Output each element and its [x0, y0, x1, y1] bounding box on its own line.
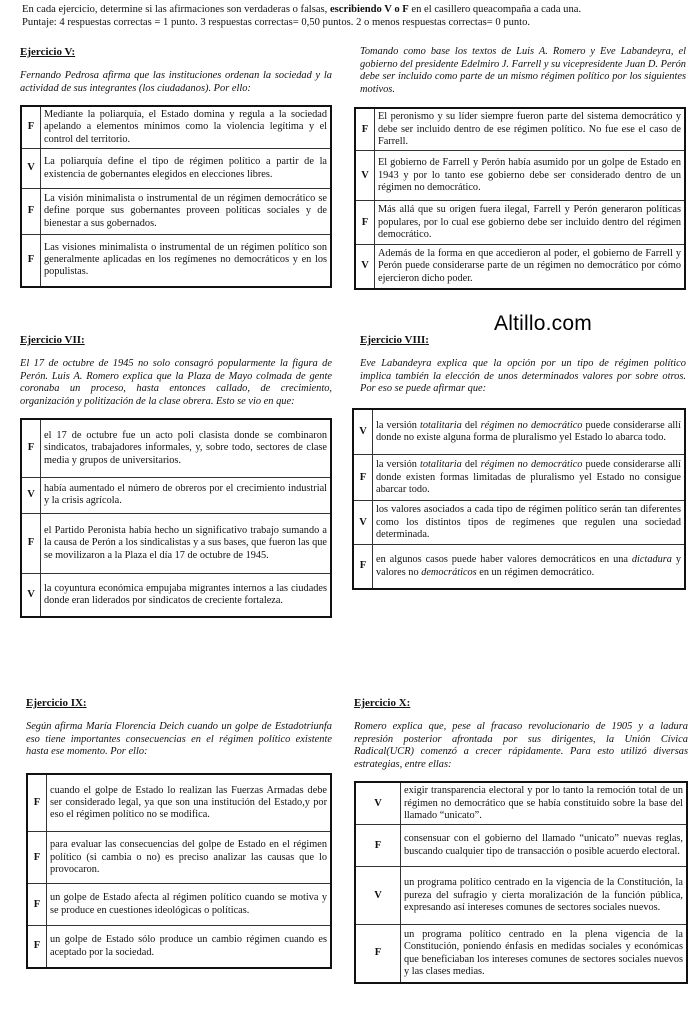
answer-cell[interactable]: F	[27, 832, 47, 884]
statement-cell: un golpe de Estado afecta al régimen político cuando se motiva y se produce en cuestiones ideológicas o políticas.	[47, 884, 332, 926]
statement-cell: los valores asociados a cada tipo de régimen político serán tan diferentes como los distintos tipos de regímenes que regulen una sociedad determinada.	[373, 501, 686, 545]
table-row	[355, 867, 687, 925]
answer-cell[interactable]: F	[21, 189, 41, 235]
answer-cell[interactable]: V	[355, 867, 401, 925]
answer-cell[interactable]: F	[355, 201, 375, 245]
answer-cell[interactable]: V	[21, 477, 41, 513]
exercise-6	[360, 46, 686, 290]
statement-cell: un golpe de Estado sólo produce un cambio régimen cuando es aceptado por la sociedad.	[47, 926, 332, 968]
table-row	[353, 455, 685, 501]
statement-cell: en algunos casos puede haber valores democráticos en una dictadura y valores no democráticos en un régimen democrático.	[373, 545, 686, 589]
table-row	[353, 501, 685, 545]
statement-cell: El peronismo y su líder siempre fueron parte del sistema democrático y debe ser incluido dentro de ese régimen político. No fue ese el caso de Farrell.	[375, 108, 686, 150]
table-row	[355, 782, 687, 824]
answer-table	[354, 781, 688, 983]
exercise-title: Ejercicio VII:	[20, 334, 85, 346]
emphasis-term: dictadura	[631, 554, 672, 566]
statement-cell: para evaluar las consecuencias del golpe de Estado en el régimen político (si cambia o no) es preciso analizar las causas que lo provocaron.	[47, 832, 332, 884]
exercise-title: Ejercicio X:	[354, 697, 411, 709]
statement-cell: Las visiones minimalista o instrumental de un régimen político son generalmente aplicadas en los regímenes no democráticos y en los populistas.	[41, 235, 332, 287]
statement-cell: Más allá que su origen fuera ilegal, Farrell y Perón generaron políticas populares, por lo cual ese gobierno debe ser incluido dentro del régimen democrático.	[375, 201, 686, 245]
exercise-5	[20, 46, 332, 288]
table-row	[27, 832, 331, 884]
answer-cell[interactable]: V	[21, 573, 41, 617]
exercise-title: Ejercicio VIII:	[360, 334, 429, 346]
instructions-text: En cada ejercicio, determine si las afirmaciones son verdaderas o falsas,	[22, 4, 330, 15]
table-row	[27, 774, 331, 832]
table-row	[355, 201, 685, 245]
statement-cell: un programa político centrado en la plena vigencia de la Constitución, poniendo énfasis en medidas sociales y económicas que beneficiaban los intereses comunes de sectores sociales nuevos y las clases medias.	[401, 925, 688, 983]
exercise-7	[20, 334, 332, 618]
statement-cell: el 17 de octubre fue un acto poli clasista donde se combinaron sindicatos, trabajadores informales, y, sobre todo, sectores de clase media y grupos de universitarios.	[41, 419, 332, 477]
table-row	[27, 926, 331, 968]
statement-cell: cuando el golpe de Estado lo realizan las Fuerzas Armadas debe ser considerado legal, ya que son una institución del Estado,y por eso el régimen político no se modifica.	[47, 774, 332, 832]
statement-cell: un programa político centrado en la vigencia de la Constitución, la pureza del sufragio y cierta moralización de la función pública, expresando así intereses comunes de sectores sociales nuevos.	[401, 867, 688, 925]
emphasis-term: democráticos	[421, 566, 477, 578]
exercise-title: Ejercicio V:	[20, 46, 76, 58]
exercise-8	[360, 334, 686, 590]
answer-cell[interactable]: F	[353, 455, 373, 501]
answer-cell[interactable]: F	[21, 513, 41, 573]
table-row	[21, 235, 331, 287]
table-row	[21, 573, 331, 617]
emphasis-term: totalitaria	[420, 419, 462, 431]
scoring-text: Puntaje: 4 respuestas correctas = 1 punto. 3 respuestas correctas= 0,50 puntos. 2 o menos respuestas correctas= 0 punto.	[22, 17, 531, 28]
statement-cell: el Partido Peronista había hecho un significativo trabajo sumando a la causa de Perón a los sindicalistas y a sus bases, que fueron las que se movilizaron a la Plaza el día 17 de octubre de 1945.	[41, 513, 332, 573]
answer-cell[interactable]: F	[355, 925, 401, 983]
answer-cell[interactable]: F	[27, 774, 47, 832]
instructions-emphasis: escribiendo V o F	[329, 4, 409, 15]
table-row	[27, 884, 331, 926]
answer-cell[interactable]: V	[355, 151, 375, 201]
table-row	[355, 925, 687, 983]
instructions	[22, 3, 682, 29]
answer-cell[interactable]: F	[353, 545, 373, 589]
emphasis-term: totalitaria	[420, 459, 462, 471]
exercise-title: Ejercicio IX:	[26, 697, 87, 709]
exercise-10	[354, 697, 688, 984]
table-row	[21, 477, 331, 513]
answer-cell[interactable]: F	[27, 884, 47, 926]
answer-table	[20, 418, 332, 618]
statement-cell: había aumentado el número de obreros por el crecimiento industrial y la crisis agrícola.	[41, 477, 332, 513]
statement-cell: La poliarquía define el tipo de régimen político a partir de la existencia de gobernantes elegidos en elecciones libres.	[41, 149, 332, 189]
answer-cell[interactable]: F	[21, 419, 41, 477]
answer-table	[352, 408, 686, 590]
answer-cell[interactable]: F	[21, 106, 41, 148]
answer-cell[interactable]: V	[355, 782, 401, 824]
statement-cell: consensuar con el gobierno del llamado “unicato” nuevas reglas, buscando cualquier tipo de transacción o posible acuerdo electoral.	[401, 825, 688, 867]
statement-cell: La visión minimalista o instrumental de un régimen democrático se define porque sus gobernantes proveen políticas sociales y de bienestar a sus gobernados.	[41, 189, 332, 235]
answer-cell[interactable]: V	[353, 409, 373, 455]
answer-cell[interactable]: F	[27, 926, 47, 968]
table-row	[21, 419, 331, 477]
table-row	[355, 108, 685, 150]
emphasis-term: régimen no democrático	[480, 419, 583, 431]
answer-cell[interactable]: F	[21, 235, 41, 287]
table-row	[21, 149, 331, 189]
answer-table	[20, 105, 332, 287]
exercise-prompt: El 17 de octubre de 1945 no solo consagró popularmente la figura de Perón. Luis A. Romero explica que la Plaza de Mayo colmada de gente coronaba un proceso, hasta entonces callado, de crecimiento, organización y politización de la clase obrera. Esto se vio en que:	[20, 358, 332, 407]
exercise-9	[26, 697, 332, 969]
statement-cell: Mediante la poliarquía, el Estado domina y regula a la sociedad apelando a elementos mínimos como la violencia legítima y el control del territorio.	[41, 106, 332, 148]
table-row	[355, 151, 685, 201]
statement-cell: la versión totalitaria del régimen no democrático puede considerarse allí donde no existe alguna forma de pluralismo yel Estado lo abarca todo.	[373, 409, 686, 455]
answer-cell[interactable]: V	[353, 501, 373, 545]
table-row	[21, 513, 331, 573]
answer-cell[interactable]: F	[355, 108, 375, 150]
statement-cell: exigir transparencia electoral y por lo tanto la remoción total de un régimen no democrático que se había constituido sobre la base del llamado “unicato”.	[401, 782, 688, 824]
answer-cell[interactable]: V	[355, 245, 375, 289]
table-row	[21, 106, 331, 148]
statement-cell: El gobierno de Farrell y Perón había asumido por un golpe de Estado en 1943 y por lo tanto ese gobierno debe ser considerado dentro de un régimen no democrático.	[375, 151, 686, 201]
exercise-prompt: Fernando Pedrosa afirma que las instituciones ordenan la sociedad y la actividad de sus integrantes (los ciudadanos). Por ello:	[20, 70, 332, 94]
table-row	[355, 245, 685, 289]
answer-cell[interactable]: F	[355, 825, 401, 867]
exercise-prompt: Según afirma María Florencia Deich cuando un golpe de Estadotriunfa eso tiene importantes consecuencias en el régimen político existente hasta ese momento. Por ello:	[26, 721, 332, 758]
answer-cell[interactable]: V	[21, 149, 41, 189]
exercise-prompt: Romero explica que, pese al fracaso revolucionario de 1905 y a ladura represión posterior afrontada por sus dirigentes, la Unión Cívica Radical(UCR) comenzó a crecer rápidamente. Para esto utilizó diversas estrategias, entre ellas:	[354, 721, 688, 770]
statement-cell: la versión totalitaria del régimen no democrático puede considerarse allí donde existen formas limitadas de pluralismo yel Estado no consigue abarcar todo.	[373, 455, 686, 501]
statement-cell: Además de la forma en que accedieron al poder, el gobierno de Farrell y Perón puede considerarse parte de un régimen no democrático por cómo ejercieron dicho poder.	[375, 245, 686, 289]
table-row	[353, 409, 685, 455]
statement-cell: la coyuntura económica empujaba migrantes internos a las ciudades donde eran liderados por sindicatos de creciente fortaleza.	[41, 573, 332, 617]
table-row	[21, 189, 331, 235]
answer-table	[26, 773, 332, 969]
exercise-prompt: Tomando como base los textos de Luis A. Romero y Eve Labandeyra, el gobierno del presidente Edelmiro J. Farrell y su vicepresidente Juan D. Perón debe ser incluido como parte de un mismo régimen político por los siguientes motivos.	[360, 46, 686, 95]
table-row	[355, 825, 687, 867]
site-logo[interactable]: Altillo.com	[494, 312, 592, 335]
instructions-text-end: en el casillero queacompaña a cada una.	[408, 4, 582, 15]
answer-table	[354, 107, 686, 289]
exercise-prompt: Eve Labandeyra explica que la opción por un tipo de régimen político implica también la elección de unos determinados valores por sobre otros. Por eso se puede afirmar que:	[360, 358, 686, 395]
table-row	[353, 545, 685, 589]
emphasis-term: régimen no democrático	[480, 459, 583, 471]
